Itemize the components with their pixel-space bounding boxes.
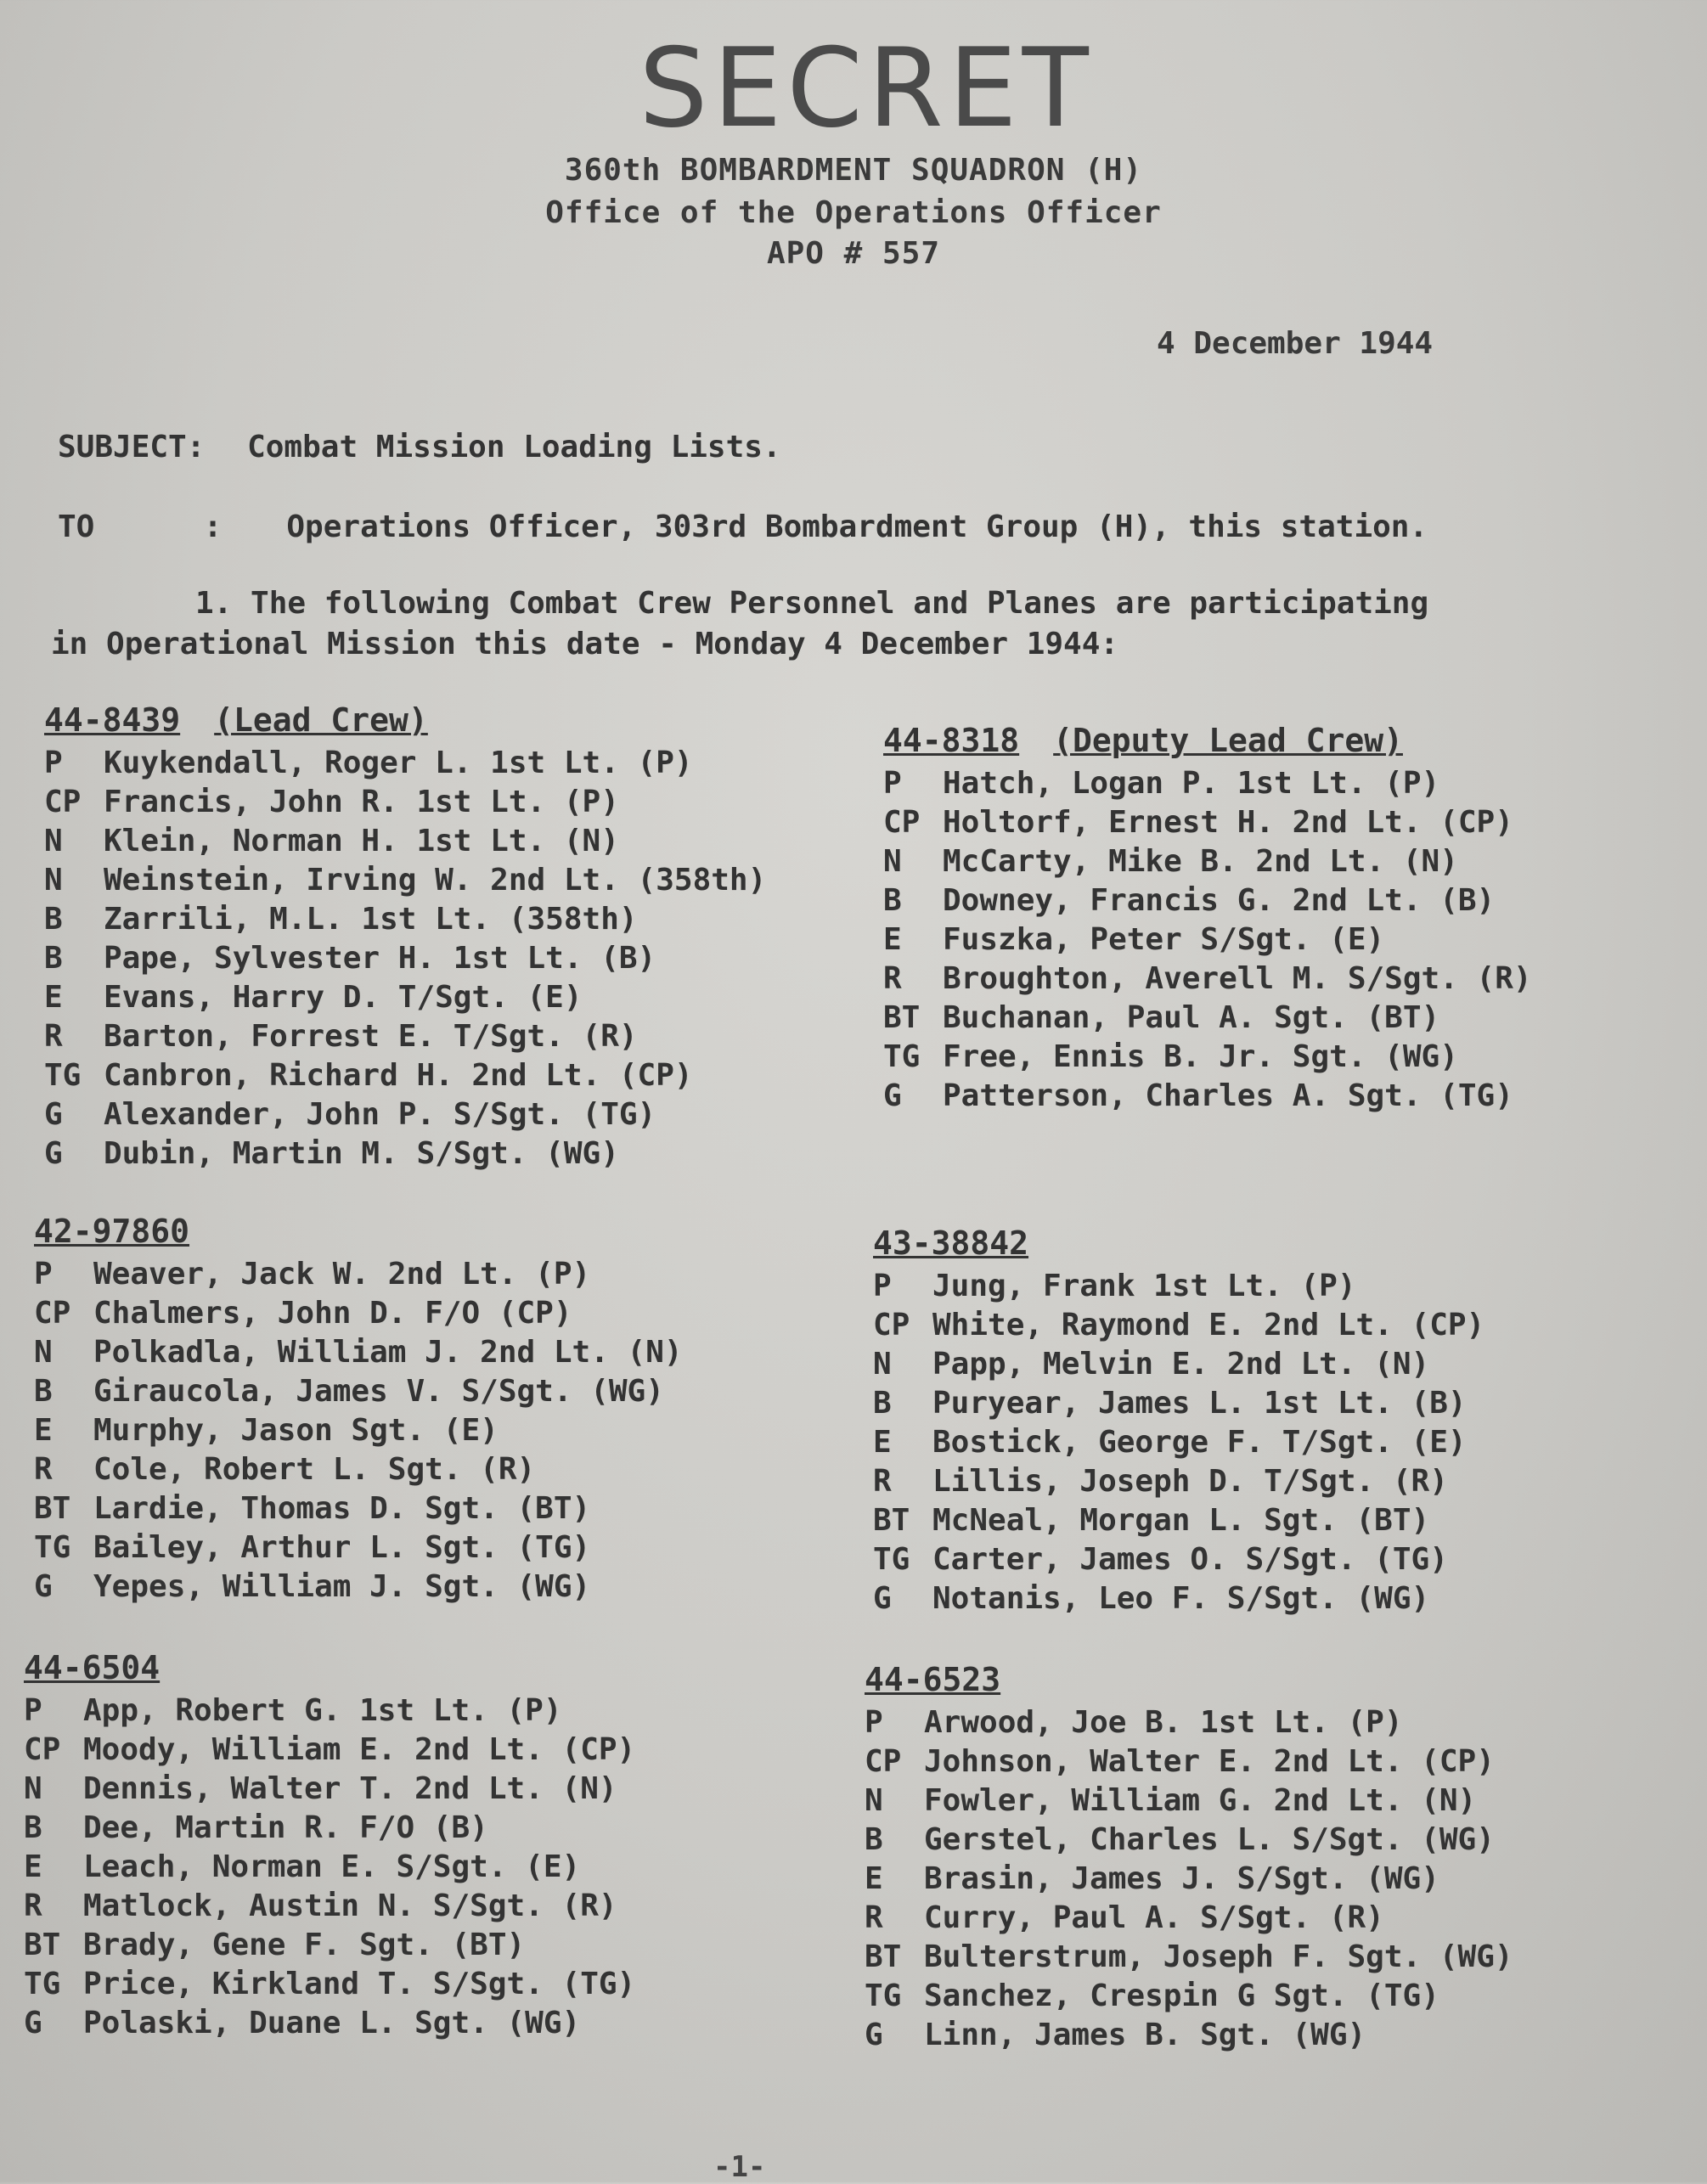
crew-position: CP: [883, 805, 921, 840]
subject-line: [58, 430, 781, 464]
crew-member-name: Patterson, Charles A. Sgt. (TG): [943, 1078, 1513, 1113]
crew-position: G: [44, 1097, 63, 1132]
to-line: [58, 509, 1428, 544]
crew-member: [883, 842, 1532, 881]
crew-position: E: [34, 1413, 53, 1448]
crew-position: BT: [865, 1939, 902, 1974]
crew-member: [865, 1899, 1513, 1938]
crew-position: G: [883, 1078, 902, 1113]
subject-text: Combat Mission Loading Lists.: [247, 430, 781, 464]
crew-member-name: Leach, Norman E. S/Sgt. (E): [83, 1849, 581, 1884]
crew-role: (Deputy Lead Crew): [1053, 722, 1403, 759]
crew-member: [873, 1306, 1484, 1345]
crew-position: R: [883, 961, 902, 996]
crew-member-name: Buchanan, Paul A. Sgt. (BT): [943, 1000, 1440, 1035]
crew-position: N: [865, 1783, 883, 1818]
crew-member: [865, 1860, 1513, 1899]
crew-position: N: [34, 1335, 53, 1370]
crew-member-name: McCarty, Mike B. 2nd Lt. (N): [943, 844, 1458, 879]
crew-member-name: Brady, Gene F. Sgt. (BT): [83, 1928, 526, 1962]
paragraph-line-2: in Operational Mission this date - Monday 4 December 1944:: [51, 627, 1119, 661]
crew-block: [873, 1224, 1484, 1618]
crew-member-name: Klein, Norman H. 1st Lt. (N): [104, 824, 619, 858]
crew-member-name: Hatch, Logan P. 1st Lt. (P): [943, 766, 1440, 801]
crew-member: [34, 1528, 683, 1568]
crew-member: [873, 1423, 1484, 1462]
crew-member-name: Dennis, Walter T. 2nd Lt. (N): [83, 1771, 617, 1806]
crew-member-name: Arwood, Joe B. 1st Lt. (P): [924, 1705, 1403, 1740]
crew-position: E: [44, 980, 63, 1015]
crew-title: [865, 1661, 1513, 1703]
crew-position: E: [24, 1849, 42, 1884]
crew-position: BT: [24, 1928, 61, 1962]
crew-position: BT: [883, 1000, 921, 1035]
crew-member-name: Free, Ennis B. Jr. Sgt. (WG): [943, 1039, 1458, 1074]
crew-member-name: Gerstel, Charles L. S/Sgt. (WG): [924, 1822, 1495, 1857]
crew-member: [34, 1450, 683, 1489]
crew-member: [44, 900, 766, 939]
crew-position: TG: [883, 1039, 921, 1074]
plane-number: 44-8439: [44, 701, 181, 739]
crew-member: [873, 1501, 1484, 1540]
crew-title: [44, 701, 766, 744]
crew-member-name: Price, Kirkland T. S/Sgt. (TG): [83, 1967, 636, 2001]
crew-position: TG: [34, 1530, 71, 1565]
crew-member-name: Cole, Robert L. Sgt. (R): [93, 1452, 536, 1487]
crew-member: [873, 1267, 1484, 1306]
crew-position: P: [44, 746, 63, 780]
crew-member-name: Barton, Forrest E. T/Sgt. (R): [104, 1019, 638, 1054]
crew-member: [34, 1294, 683, 1333]
crew-member-name: Puryear, James L. 1st Lt. (B): [932, 1386, 1467, 1421]
crew-member: [44, 1056, 766, 1095]
crew-member: [883, 803, 1532, 842]
crew-position: E: [883, 922, 902, 957]
crew-position: N: [44, 863, 63, 898]
crew-position: TG: [24, 1967, 61, 2001]
crew-position: R: [34, 1452, 53, 1487]
crew-member: [873, 1579, 1484, 1618]
crew-position: CP: [34, 1296, 71, 1331]
crew-member-name: Weaver, Jack W. 2nd Lt. (P): [93, 1257, 591, 1292]
to-text: Operations Officer, 303rd Bombardment Group (H), this station.: [286, 509, 1428, 544]
crew-position: G: [44, 1136, 63, 1171]
subject-label: SUBJECT:: [58, 430, 206, 464]
crew-title: [883, 722, 1532, 764]
crew-member-name: Fowler, William G. 2nd Lt. (N): [924, 1783, 1477, 1818]
crew-position: P: [873, 1269, 892, 1303]
crew-member: [865, 1742, 1513, 1782]
crew-member-name: Murphy, Jason Sgt. (E): [93, 1413, 499, 1448]
crew-member-name: Papp, Melvin E. 2nd Lt. (N): [932, 1347, 1430, 1382]
crew-member-name: Holtorf, Ernest H. 2nd Lt. (CP): [943, 805, 1513, 840]
crew-member-name: Curry, Paul A. S/Sgt. (R): [924, 1900, 1384, 1935]
crew-member: [873, 1462, 1484, 1501]
plane-number: 44-8318: [883, 722, 1020, 759]
page-number: -1-: [713, 2150, 766, 2184]
paragraph-line-1: 1. The following Combat Crew Personnel and Planes are participating: [195, 586, 1429, 621]
crew-member-name: McNeal, Morgan L. Sgt. (BT): [932, 1503, 1430, 1538]
crew-member-name: Polkadla, William J. 2nd Lt. (N): [93, 1335, 683, 1370]
crew-member: [44, 822, 766, 861]
crew-member: [24, 2004, 635, 2043]
crew-position: TG: [44, 1058, 82, 1093]
crew-member: [865, 1821, 1513, 1860]
crew-position: N: [873, 1347, 892, 1382]
crew-member-name: Broughton, Averell M. S/Sgt. (R): [943, 961, 1532, 996]
crew-member-name: White, Raymond E. 2nd Lt. (CP): [932, 1308, 1485, 1342]
crew-member: [44, 744, 766, 783]
crew-position: G: [24, 2006, 42, 2040]
crew-position: CP: [865, 1744, 902, 1779]
crew-member-name: Dee, Martin R. F/O (B): [83, 1810, 488, 1845]
crew-block: [44, 701, 766, 1174]
crew-member-name: Yepes, William J. Sgt. (WG): [93, 1569, 591, 1604]
crew-position: B: [34, 1374, 53, 1409]
crew-member: [883, 920, 1532, 960]
crew-member: [24, 1731, 635, 1770]
document-date: 4 December 1944: [1157, 326, 1434, 361]
crew-member: [873, 1345, 1484, 1384]
crew-member-name: Downey, Francis G. 2nd Lt. (B): [943, 883, 1496, 918]
crew-block: [883, 722, 1532, 1116]
crew-position: E: [873, 1425, 892, 1460]
crew-member-name: Jung, Frank 1st Lt. (P): [932, 1269, 1356, 1303]
crew-member: [24, 1887, 635, 1926]
crew-member: [865, 1938, 1513, 1977]
crew-member-name: Zarrili, M.L. 1st Lt. (358th): [104, 902, 638, 937]
crew-member: [34, 1411, 683, 1450]
crew-title: [873, 1224, 1484, 1267]
to-label: TO: [58, 509, 95, 544]
crew-position: BT: [873, 1503, 910, 1538]
crew-position: N: [44, 824, 63, 858]
plane-number: 44-6504: [24, 1649, 161, 1686]
crew-member: [883, 1077, 1532, 1116]
office-heading: Office of the Operations Officer: [545, 195, 1162, 230]
plane-number: 44-6523: [865, 1661, 1001, 1698]
crew-member: [24, 1848, 635, 1887]
crew-member-name: Brasin, James J. S/Sgt. (WG): [924, 1861, 1439, 1896]
crew-member: [865, 1977, 1513, 2016]
crew-position: TG: [873, 1542, 910, 1577]
crew-position: B: [44, 902, 63, 937]
crew-position: P: [24, 1693, 42, 1728]
crew-member-name: Giraucola, James V. S/Sgt. (WG): [93, 1374, 664, 1409]
crew-position: G: [873, 1581, 892, 1616]
crew-member: [865, 2016, 1513, 2055]
crew-position: N: [883, 844, 902, 879]
crew-member: [883, 999, 1532, 1038]
crew-member: [34, 1372, 683, 1411]
to-colon: :: [203, 509, 223, 544]
crew-member: [873, 1384, 1484, 1423]
crew-member-name: Bostick, George F. T/Sgt. (E): [932, 1425, 1467, 1460]
crew-member: [44, 861, 766, 900]
crew-member: [24, 1691, 635, 1731]
crew-position: R: [24, 1888, 42, 1923]
crew-member-name: Bailey, Arthur L. Sgt. (TG): [93, 1530, 591, 1565]
apo-heading: APO # 557: [766, 236, 941, 271]
crew-member: [44, 978, 766, 1017]
crew-member: [44, 1134, 766, 1174]
crew-member: [34, 1333, 683, 1372]
crew-member-name: Chalmers, John D. F/O (CP): [93, 1296, 572, 1331]
crew-member-name: Francis, John R. 1st Lt. (P): [104, 785, 619, 819]
crew-position: P: [883, 766, 902, 801]
crew-block: [24, 1649, 635, 2043]
crew-block: [865, 1661, 1513, 2055]
crew-position: TG: [865, 1979, 902, 2013]
crew-position: N: [24, 1771, 42, 1806]
crew-member: [44, 1095, 766, 1134]
crew-member-name: Johnson, Walter E. 2nd Lt. (CP): [924, 1744, 1495, 1779]
crew-position: BT: [34, 1491, 71, 1526]
crew-member: [883, 881, 1532, 920]
crew-member-name: Sanchez, Crespin G Sgt. (TG): [924, 1979, 1439, 2013]
crew-title: [24, 1649, 635, 1691]
crew-role: (Lead Crew): [214, 701, 428, 739]
crew-position: R: [865, 1900, 883, 1935]
crew-member: [24, 1926, 635, 1965]
crew-member-name: Linn, James B. Sgt. (WG): [924, 2018, 1366, 2052]
crew-member-name: Lardie, Thomas D. Sgt. (BT): [93, 1491, 591, 1526]
crew-position: R: [873, 1464, 892, 1499]
crew-member: [883, 1038, 1532, 1077]
secret-stamp: SECRET: [639, 25, 1094, 152]
crew-position: CP: [873, 1308, 910, 1342]
crew-member-name: Notanis, Leo F. S/Sgt. (WG): [932, 1581, 1430, 1616]
crew-position: P: [34, 1257, 53, 1292]
crew-member: [24, 1809, 635, 1848]
crew-member-name: Matlock, Austin N. S/Sgt. (R): [83, 1888, 617, 1923]
plane-number: 43-38842: [873, 1224, 1029, 1262]
crew-position: B: [44, 941, 63, 976]
crew-block: [34, 1213, 683, 1607]
crew-position: B: [883, 883, 902, 918]
crew-member-name: Canbron, Richard H. 2nd Lt. (CP): [104, 1058, 693, 1093]
crew-member: [865, 1782, 1513, 1821]
unit-heading: 360th BOMBARDMENT SQUADRON (H): [564, 153, 1143, 188]
crew-member: [24, 1770, 635, 1809]
crew-member: [24, 1965, 635, 2004]
crew-position: CP: [24, 1732, 61, 1767]
crew-member-name: Evans, Harry D. T/Sgt. (E): [104, 980, 583, 1015]
crew-position: B: [865, 1822, 883, 1857]
crew-position: R: [44, 1019, 63, 1054]
crew-position: P: [865, 1705, 883, 1740]
crew-member-name: Weinstein, Irving W. 2nd Lt. (358th): [104, 863, 767, 898]
crew-member: [34, 1568, 683, 1607]
crew-member-name: Carter, James O. S/Sgt. (TG): [932, 1542, 1448, 1577]
crew-member: [44, 1017, 766, 1056]
crew-member-name: App, Robert G. 1st Lt. (P): [83, 1693, 562, 1728]
crew-position: G: [865, 2018, 883, 2052]
crew-member-name: Pape, Sylvester H. 1st Lt. (B): [104, 941, 656, 976]
crew-member: [44, 939, 766, 978]
crew-member: [873, 1540, 1484, 1579]
crew-member-name: Polaski, Duane L. Sgt. (WG): [83, 2006, 581, 2040]
crew-member-name: Fuszka, Peter S/Sgt. (E): [943, 922, 1385, 957]
crew-member: [883, 960, 1532, 999]
crew-member-name: Alexander, John P. S/Sgt. (TG): [104, 1097, 656, 1132]
crew-member-name: Kuykendall, Roger L. 1st Lt. (P): [104, 746, 693, 780]
crew-member: [865, 1703, 1513, 1742]
crew-title: [34, 1213, 683, 1255]
crew-member: [44, 783, 766, 822]
crew-member: [883, 764, 1532, 803]
crew-position: CP: [44, 785, 82, 819]
crew-position: B: [873, 1386, 892, 1421]
crew-position: E: [865, 1861, 883, 1896]
crew-member-name: Moody, William E. 2nd Lt. (CP): [83, 1732, 636, 1767]
crew-member: [34, 1489, 683, 1528]
plane-number: 42-97860: [34, 1213, 190, 1250]
crew-member-name: Lillis, Joseph D. T/Sgt. (R): [932, 1464, 1448, 1499]
crew-member-name: Dubin, Martin M. S/Sgt. (WG): [104, 1136, 619, 1171]
crew-member: [34, 1255, 683, 1294]
crew-member-name: Bulterstrum, Joseph F. Sgt. (WG): [924, 1939, 1513, 1974]
crew-position: B: [24, 1810, 42, 1845]
crew-position: G: [34, 1569, 53, 1604]
